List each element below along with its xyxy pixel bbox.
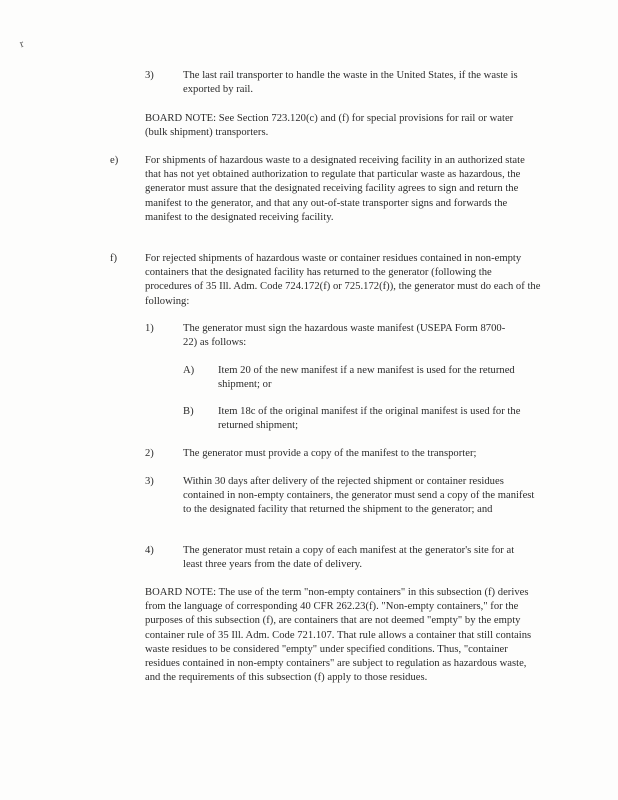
item-label: 3)	[145, 70, 154, 81]
subitem-text: Item 18c of the original manifest if the original manifest is used for the returned shipment;	[218, 406, 521, 432]
section-label: f)	[110, 253, 118, 264]
item-label: 3)	[145, 476, 154, 487]
subitem-label: A)	[183, 365, 195, 376]
stray-mark: r	[18, 37, 26, 51]
item-label: 2)	[145, 448, 154, 459]
item-text: The last rail transporter to handle the waste in the United States, if the waste is exported by rail.	[183, 70, 518, 96]
board-note: BOARD NOTE: See Section 723.120(c) and (f) for special provisions for rail or water (bulk shipment) transporters.	[145, 113, 514, 139]
board-note: BOARD NOTE: The use of the term "non-empty containers" in this subsection (f) derives from the language of corresponding 40 CFR 262.23(f). "Non-empty containers," for the purposes of this subsection (f), are containers that are not deemed "empty" by the empty container rule of 35 Ill. Adm. Code 721.107. That rule allows a container that still contains waste residues to be considered "empty" under specified conditions. Thus, "container residues contained in non-empty containers" are subject to regulation as hazardous waste, and the requirements of this subsection (f) apply to those residues.	[145, 587, 532, 684]
item-text: The generator must sign the hazardous waste manifest (USEPA Form 8700-22) as follows:	[183, 323, 506, 349]
item-text: The generator must provide a copy of the manifest to the transporter;	[183, 448, 477, 459]
subitem-label: B)	[183, 406, 194, 417]
section-text: For rejected shipments of hazardous waste or container residues contained in non-empty containers that the designated facility has returned to the generator (following the procedures of 35 Ill. Adm. Code 724.172(f) or 725.172(f)), the generator must do each of the following:	[145, 253, 541, 307]
item-text: The generator must retain a copy of each manifest at the generator's site for at least three years from the date of delivery.	[183, 545, 515, 571]
item-label: 1)	[145, 323, 154, 334]
section-label: e)	[110, 155, 119, 166]
subitem-text: Item 20 of the new manifest if a new manifest is used for the returned shipment; or	[218, 365, 515, 391]
item-label: 4)	[145, 545, 154, 556]
section-text: For shipments of hazardous waste to a designated receiving facility in an authorized state that has not yet obtained authorization to regulate that particular waste as hazardous, the generator must assure that the designated receiving facility agrees to sign and return the manifest to the generator, and that any out-of-state transporter signs and forwards the manifest to the designated receiving facility.	[145, 155, 525, 223]
item-text: Within 30 days after delivery of the rejected shipment or container residues contained in non-empty containers, the generator must send a copy of the manifest to the designated facility that returned the shipment to the generator; and	[183, 476, 535, 516]
